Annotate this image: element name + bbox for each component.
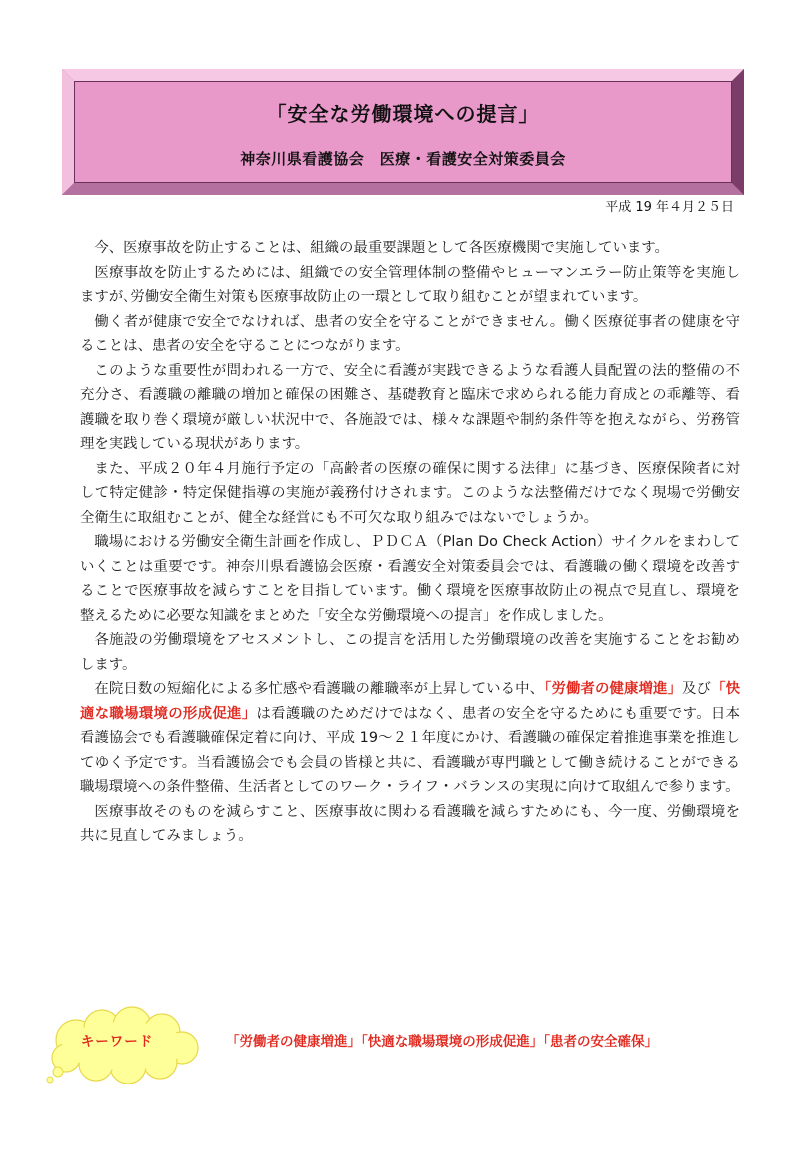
organization-name: 神奈川県看護協会 医療・看護安全対策委員会 bbox=[240, 150, 566, 168]
body-text bbox=[80, 236, 740, 849]
banner-bevel-left bbox=[62, 69, 74, 195]
paragraph-1: 今、医療事故を防止することは、組織の最重要課題として各医療機関で実施しています。 bbox=[94, 240, 669, 256]
paragraph-8-text-a: 在院日数の短縮化による多忙感や看護職の離職率が上昇している中、 bbox=[94, 681, 545, 697]
banner-face bbox=[74, 81, 732, 183]
banner-bevel-top bbox=[62, 69, 744, 81]
paragraph-7: 各施設の労働環境をアセスメントし、この提言を活用した労働環境の改善を実施することをお勧めします。 bbox=[80, 632, 740, 673]
keyword-label: キーワード bbox=[80, 1034, 154, 1050]
paragraph-3: 働く者が健康で安全でなければ、患者の安全を守ることができません。働く医療従事者の健康を守ることは、患者の安全を守ることにつながります。 bbox=[80, 313, 740, 354]
title-banner bbox=[62, 69, 744, 195]
paragraph-closing: 医療事故そのものを減らすこと、医療事故に関わる看護職を減らすためにも、今一度、労働環境を共に見直してみましょう。 bbox=[80, 803, 740, 844]
paragraph-6: 職場における労働安全衛生計画を作成し、ＰＤＣＡ（Plan Do Check Action）サイクルをまわしていくことは重要です。神奈川県看護協会医療・看護安全対策委員会では、看護職の働く環境を改善することで医療事故を減らすことを目指しています。働く環境を医療事故防止の視点で見直し、環境を整えるために必要な知識をまとめた「安全な労働環境への提言」を作成しました。 bbox=[80, 534, 740, 624]
document-date: 平成 19 年４月２５日 bbox=[605, 200, 734, 215]
page-title: 「安全な労働環境への提言」 bbox=[266, 102, 540, 126]
banner-bevel-right bbox=[732, 69, 744, 195]
paragraph-8-text-b: 及び bbox=[682, 681, 712, 697]
paragraph-5: また、平成２０年４月施行予定の「高齢者の医療の確保に関する法律」に基づき、医療保険者に対して特定健診・特定保健指導の実施が義務付けされます。このような法整備だけでなく現場で労働安全衛生に取組むことが、健全な経営にも不可欠な取り組みではないでしょうか。 bbox=[80, 460, 740, 526]
keyword-list: 「労働者の健康増進」「快適な職場環境の形成促進」「患者の安全確保」 bbox=[226, 1034, 658, 1050]
paragraph-2: 医療事故を防止するためには、組織での安全管理体制の整備やヒューマンエラー防止策等を実施しますが､労働安全衛生対策も医療事故防止の一環として取り組むことが望まれています。 bbox=[80, 264, 740, 305]
highlight-comfortable-workplace: 「快適な職場環境の形成促進」 bbox=[80, 681, 740, 722]
highlight-health-promotion: 「労働者の健康増進」 bbox=[544, 681, 683, 697]
paragraph-8-text-c: は看護職のためだけではなく、患者の安全を守るためにも重要です。日本看護協会でも看護職確保定着に向け、平成 19～２１年度にかけ、看護職の確保定着推進事業を推進してゆく予定です。当看護協会でも会員の皆様と共に、看護職が専門職として働き続けることができる職場環境への条件整備、生活者としてのワーク・ライフ・バランスの実現に向けて取組んで参ります。 bbox=[80, 705, 740, 795]
paragraph-4: このような重要性が問われる一方で、安全に看護が実践できるような看護人員配置の法的整備の不充分さ、看護職の離職の増加と確保の困難さ、基礎教育と臨床で求められる能力育成との乖離等、看護職を取り巻く環境が厳しい状況中で、各施設では、様々な課題や制約条件等を抱えながら、労務管理を実践している現状があります。 bbox=[80, 362, 740, 452]
banner-bevel-bottom bbox=[62, 183, 744, 195]
paragraph-8 bbox=[80, 677, 740, 800]
